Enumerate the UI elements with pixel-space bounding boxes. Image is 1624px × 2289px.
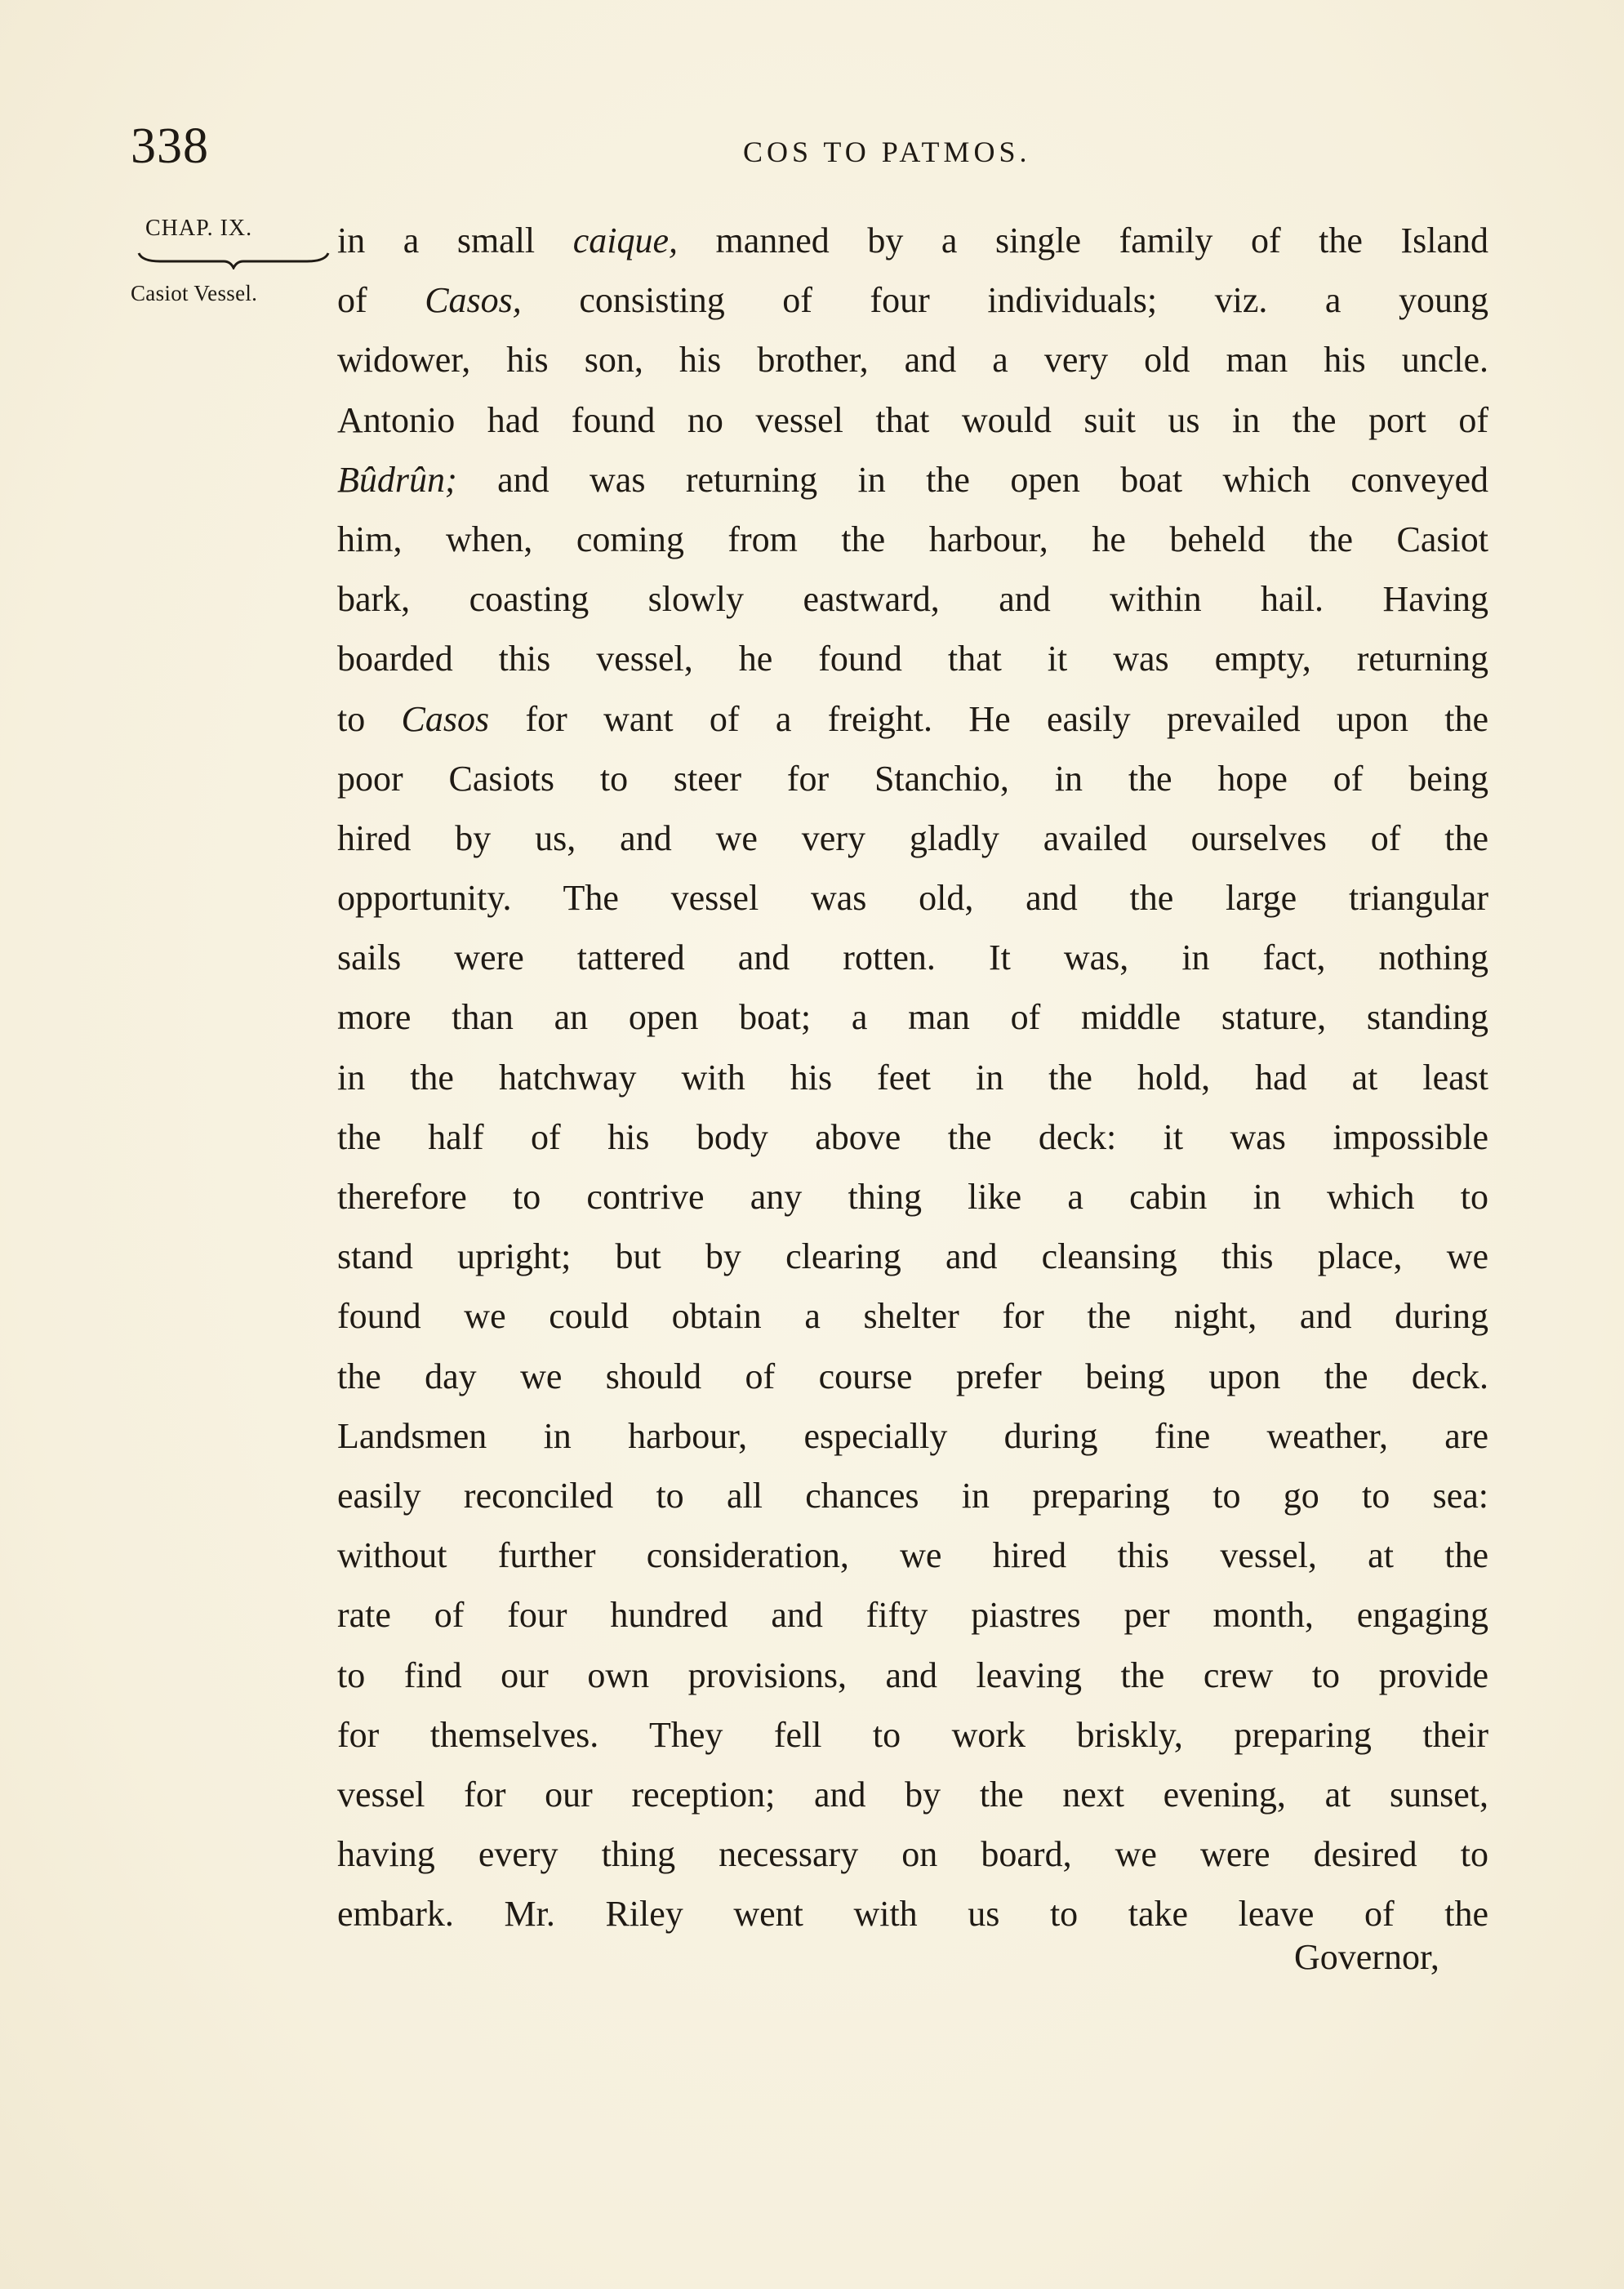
text-segment: rate of four hundred and fifty piastres per month, engaging [337, 1595, 1488, 1636]
text-segment: in the hatchway with his feet in the hold, had at least [337, 1057, 1488, 1098]
margin-note: Casiot Vessel. [131, 281, 258, 305]
text-line [337, 868, 1488, 928]
text-segment: of [337, 280, 425, 321]
text-line [337, 1466, 1488, 1525]
text-segment: consisting of four individuals; viz. a young [521, 280, 1488, 321]
text-line [337, 1645, 1488, 1705]
running-head: COS TO PATMOS. [743, 136, 1031, 168]
text-segment: manned by a single family of the Island [677, 220, 1488, 261]
italic-text-segment: caique, [572, 220, 678, 261]
body-text [337, 211, 1488, 1944]
italic-text-segment: Casos, [425, 280, 522, 321]
text-line [337, 1765, 1488, 1824]
text-segment: poor Casiots to steer for Stanchio, in the hope of being [337, 758, 1488, 799]
text-segment: hired by us, and we very gladly availed ourselves of the [337, 817, 1488, 858]
text-line [337, 808, 1488, 868]
text-segment: in a small [337, 220, 573, 261]
text-line [337, 629, 1488, 688]
text-segment: therefore to contrive any thing like a cabin in which to [337, 1177, 1488, 1217]
text-line [337, 1107, 1488, 1167]
text-segment: widower, his son, his brother, and a very old man his uncle. [337, 340, 1488, 381]
text-segment: Landsmen in harbour, especially during fine weather, are [337, 1415, 1488, 1456]
text-segment: for themselves. They fell to work briskly, preparing their [337, 1714, 1488, 1755]
text-line [337, 569, 1488, 629]
text-line [337, 1824, 1488, 1884]
text-segment: sails were tattered and rotten. It was, in fact, nothing [337, 937, 1488, 978]
text-line [337, 390, 1488, 450]
text-line [337, 928, 1488, 987]
text-segment: without further consideration, we hired this vessel, at the [337, 1535, 1488, 1576]
text-segment: opportunity. The vessel was old, and the large triangular [337, 878, 1488, 919]
margin-brace-ornament [136, 250, 331, 269]
text-line [337, 1406, 1488, 1466]
text-line [337, 1705, 1488, 1765]
text-line [337, 330, 1488, 390]
page-number: 338 [131, 118, 209, 174]
text-line [337, 1525, 1488, 1585]
text-line [337, 211, 1488, 270]
text-line [337, 987, 1488, 1047]
text-segment: having every thing necessary on board, we were desired to [337, 1834, 1488, 1875]
text-line [337, 270, 1488, 330]
text-segment: boarded this vessel, he found that it was empty, returning [337, 639, 1488, 679]
text-segment: more than an open boat; a man of middle stature, standing [337, 997, 1488, 1038]
text-line [337, 450, 1488, 510]
text-segment: to find our own provisions, and leaving the crew to provide [337, 1654, 1488, 1695]
text-segment: the half of his body above the deck: it was impossible [337, 1116, 1488, 1157]
text-line [337, 1048, 1488, 1107]
text-segment: easily reconciled to all chances in preparing to go to sea: [337, 1475, 1488, 1516]
text-segment: for want of a freight. He easily prevailed upon the [489, 698, 1488, 739]
italic-text-segment: Casos [401, 698, 490, 739]
margin-chapter-label: CHAP. IX. [145, 216, 253, 241]
text-line [337, 1227, 1488, 1286]
italic-text-segment: Bûdrûn; [337, 459, 457, 500]
text-segment: and was returning in the open boat which conveyed [456, 459, 1488, 500]
text-line [337, 1585, 1488, 1645]
text-segment: to [337, 698, 402, 739]
text-line [337, 1347, 1488, 1406]
text-line [337, 1167, 1488, 1227]
text-segment: stand upright; but by clearing and cleansing this place, we [337, 1236, 1488, 1277]
catchword: Governor, [1294, 1937, 1439, 1977]
text-segment: bark, coasting slowly eastward, and within hail. Having [337, 579, 1488, 620]
text-segment: the day we should of course prefer being upon the deck. [337, 1356, 1488, 1396]
text-segment: him, when, coming from the harbour, he beheld the Casiot [337, 519, 1488, 559]
text-line [337, 1286, 1488, 1346]
text-segment: vessel for our reception; and by the next evening, at sunset, [337, 1774, 1488, 1815]
text-segment: embark. Mr. Riley went with us to take leave of the [337, 1894, 1488, 1935]
text-line [337, 510, 1488, 569]
text-line [337, 689, 1488, 749]
text-segment: Antonio had found no vessel that would suit us in the port of [337, 399, 1488, 440]
text-segment: found we could obtain a shelter for the night, and during [337, 1296, 1488, 1337]
text-line [337, 749, 1488, 808]
